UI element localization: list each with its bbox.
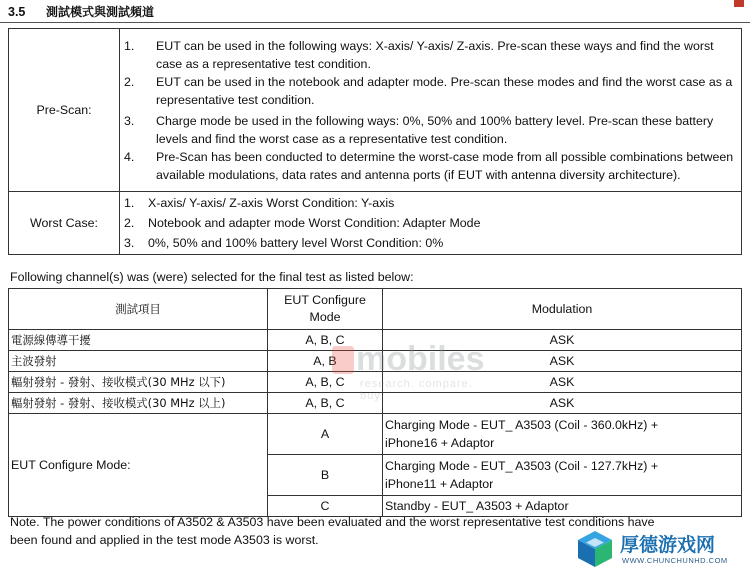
- item-number: 3.: [124, 113, 135, 128]
- config-mode-id: B: [268, 455, 383, 496]
- prescan-label: Pre-Scan:: [9, 29, 120, 192]
- note-line-2: been found and applied in the test mode A3503 is worst.: [10, 533, 319, 547]
- prescan-table: [8, 28, 742, 255]
- config-desc-line: Charging Mode - EUT_ A3503 (Coil - 360.0kHz) +: [385, 418, 659, 432]
- config-desc-line: iPhone11 + Adaptor: [385, 477, 494, 491]
- config-row-a: [9, 414, 742, 455]
- table-row: [9, 351, 742, 372]
- cube-logo-icon: [575, 529, 615, 569]
- worst-case-item: [124, 233, 737, 253]
- mode-cell: A, B, C: [268, 372, 383, 393]
- channel-table: [8, 288, 742, 517]
- watermark-tagline: research. compare. buy: [360, 378, 473, 402]
- item-text: EUT can be used in the notebook and adapter mode. Pre-scan these modes and find the worst case as a representative test condition.: [156, 74, 733, 107]
- test-item-cell: 電源線傳導干擾: [9, 330, 268, 351]
- site-logo-url: WWW.CHUNCHUNHD.COM: [622, 556, 728, 565]
- item-text: Notebook and adapter mode Worst Condition: Adapter Mode: [148, 216, 481, 230]
- config-mode-desc: [383, 414, 742, 455]
- channel-intro: Following channel(s) was (were) selected for the final test as listed below:: [10, 270, 414, 284]
- header-mode-line: Mode: [309, 310, 341, 324]
- prescan-item: [124, 37, 737, 73]
- modulation-cell: ASK: [383, 393, 742, 414]
- item-text: 0%, 50% and 100% battery level Worst Condition: 0%: [148, 236, 444, 250]
- config-desc-line: Charging Mode - EUT_ A3503 (Coil - 127.7kHz) +: [385, 459, 659, 473]
- item-number: 3.: [124, 236, 135, 250]
- prescan-item: [124, 148, 737, 184]
- item-text: X-axis/ Y-axis/ Z-axis Worst Condition: Y-axis: [148, 196, 395, 210]
- item-number: 1.: [124, 196, 135, 210]
- table-row: [9, 372, 742, 393]
- item-number: 2.: [124, 216, 135, 230]
- config-mode-id: A: [268, 414, 383, 455]
- worst-case-row: [9, 192, 742, 255]
- header-mode-line: EUT Configure: [284, 293, 366, 307]
- watermark-brand: mobiles: [356, 340, 485, 378]
- modulation-cell: ASK: [383, 351, 742, 372]
- site-logo-name: 厚德游戏网: [620, 534, 716, 556]
- item-text: EUT can be used in the following ways: X-axis/ Y-axis/ Z-axis. Pre-scan these ways and find the worst case as a representative test condition.: [156, 38, 714, 71]
- section-heading: [8, 3, 154, 20]
- mode-cell: A, B, C: [268, 393, 383, 414]
- section-number: 3.5: [8, 5, 26, 19]
- config-desc-line: iPhone16 + Adaptor: [385, 436, 495, 450]
- table-row: [9, 330, 742, 351]
- prescan-item: [124, 73, 737, 109]
- test-item-cell: 主波發射: [9, 351, 268, 372]
- mode-cell: A, B, C: [268, 330, 383, 351]
- prescan-content: [120, 29, 742, 192]
- section-title: 測試模式與測試頻道: [46, 5, 155, 19]
- worst-case-label: Worst Case:: [9, 192, 120, 255]
- item-number: 4.: [124, 149, 135, 164]
- item-text: Pre-Scan has been conducted to determine the worst-case mode from all possible combinations between available modulations, data rates and antenna ports (if EUT with antenna diversity architecture).: [156, 149, 734, 182]
- item-number: 2.: [124, 74, 135, 89]
- config-label: EUT Configure Mode:: [9, 414, 268, 517]
- test-item-cell: 輻射發射 - 發射、接收模式(30 MHz 以下): [9, 372, 268, 393]
- worst-case-content: [120, 192, 742, 255]
- worst-case-item: [124, 213, 737, 233]
- item-number: 1.: [124, 38, 135, 53]
- table-row: [9, 393, 742, 414]
- heading-rule: [0, 22, 750, 23]
- header-eut-mode: [268, 289, 383, 330]
- modulation-cell: ASK: [383, 330, 742, 351]
- site-logo: [573, 527, 745, 571]
- config-mode-desc: Standby - EUT_ A3503 + Adaptor: [383, 496, 742, 517]
- config-mode-desc: [383, 455, 742, 496]
- mode-cell: A, B: [268, 351, 383, 372]
- config-mode-id: C: [268, 496, 383, 517]
- test-item-cell: 輻射發射 - 發射、接收模式(30 MHz 以上): [9, 393, 268, 414]
- prescan-item: [124, 112, 737, 148]
- modulation-cell: ASK: [383, 372, 742, 393]
- worst-case-item: [124, 193, 737, 213]
- channel-header-row: [9, 289, 742, 330]
- corner-color-mark: [734, 0, 744, 7]
- header-test-item: 測試項目: [9, 289, 268, 330]
- item-text: Charge mode be used in the following ways: 0%, 50% and 100% battery level. Pre-scan these battery levels and find the worst case as a representative test condition.: [156, 113, 714, 146]
- note-line-1: Note. The power conditions of A3502 & A3503 have been evaluated and the worst representative test conditions have: [10, 515, 655, 529]
- header-modulation: Modulation: [383, 289, 742, 330]
- prescan-row: [9, 29, 742, 192]
